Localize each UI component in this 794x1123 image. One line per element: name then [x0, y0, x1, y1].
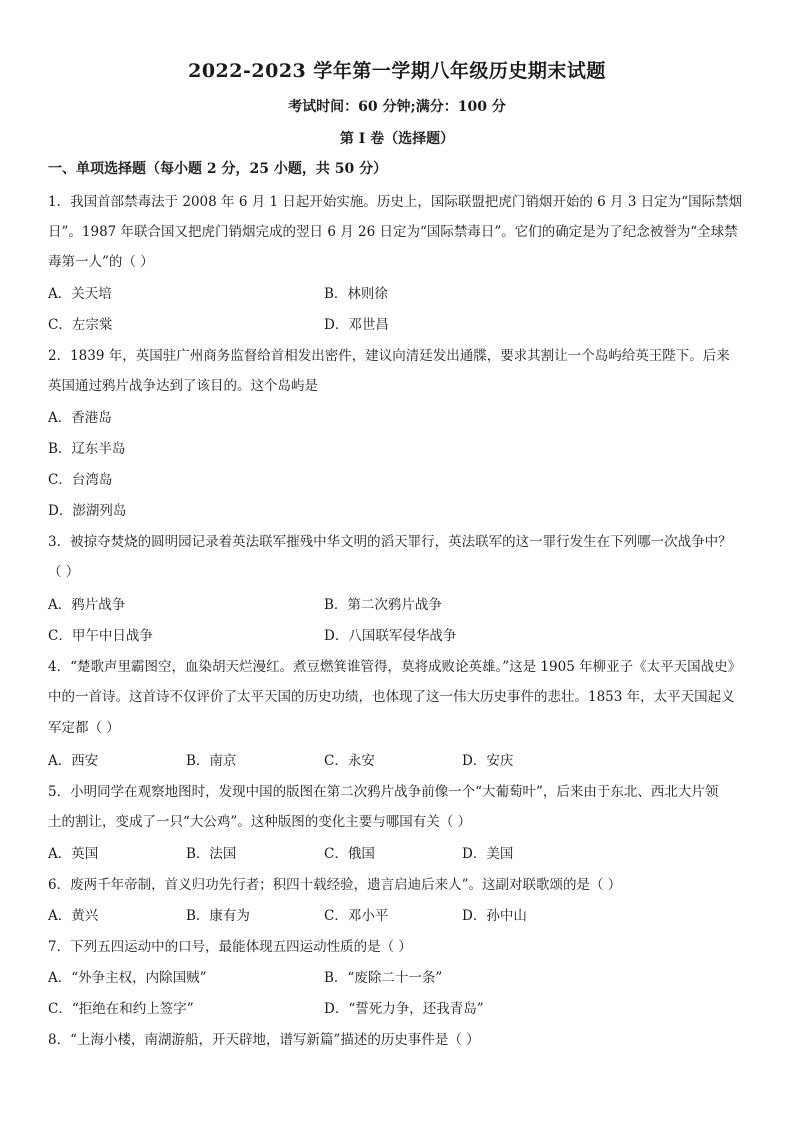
- question-2-line-2: 英国通过鸦片战争达到了该目的。这个岛屿是: [48, 378, 318, 394]
- question-4-option-b[interactable]: B．南京: [186, 753, 237, 769]
- question-1-option-b[interactable]: B．林则徐: [324, 286, 388, 302]
- question-6-option-d[interactable]: D．孙中山: [462, 908, 527, 924]
- question-1-line-2: 日”。1987 年联合国又把虎门销烟完成的翌日 6 月 26 日定为“国际禁毒日”。它们的确定是为了纪念被誉为“全球禁: [48, 224, 738, 240]
- question-7-option-b[interactable]: B．“废除二十一条”: [324, 970, 443, 986]
- question-1-option-c[interactable]: C．左宗棠: [48, 317, 113, 333]
- question-4-line-1: 4．“楚歌声里霸图空，血染胡天烂漫红。煮豆燃箕谁管得，莫将成败论英雄。”这是 1905 年柳亚子《太平天国战史》: [48, 659, 742, 675]
- question-6-option-a[interactable]: A．黄兴: [48, 908, 99, 924]
- question-2-option-c[interactable]: C．台湾岛: [48, 472, 113, 488]
- question-2-line-1: 2．1839 年，英国驻广州商务监督给首相发出密件，建议向清廷发出通牒，要求其割让一个岛屿给英王陛下。后来: [48, 348, 730, 364]
- part-heading: 第 I 卷（选择题）: [339, 131, 455, 147]
- question-7-option-a[interactable]: A．“外争主权，内除国贼”: [48, 970, 207, 986]
- question-4-option-d[interactable]: D．安庆: [462, 753, 514, 769]
- question-4-option-c[interactable]: C．永安: [324, 753, 375, 769]
- question-4-line-2: 中的一首诗。这首诗不仅评价了太平天国的历史功绩，也体现了这一伟大历史事件的悲壮。1853 年，太平天国起义: [48, 689, 735, 705]
- question-5-option-b[interactable]: B．法国: [186, 846, 237, 862]
- question-3-option-b[interactable]: B．第二次鸦片战争: [324, 597, 442, 613]
- question-3-option-d[interactable]: D．八国联军侵华战争: [324, 628, 457, 644]
- question-4-line-3: 军定都（ ）: [48, 720, 120, 736]
- question-6-option-b[interactable]: B．康有为: [186, 908, 250, 924]
- section-heading: 一、单项选择题（每小题 2 分，25 小题，共 50 分）: [48, 161, 388, 177]
- question-5-line-1: 5．小明同学在观察地图时，发现中国的版图在第二次鸦片战争前像一个“大葡萄叶”，后来由于东北、西北大片领: [48, 784, 719, 800]
- question-7-line-1: 7．下列五四运动中的口号，最能体现五四运动性质的是（ ）: [48, 939, 412, 955]
- question-7-option-d[interactable]: D．“誓死力争，还我青岛”: [324, 1001, 484, 1017]
- question-3-option-c[interactable]: C．甲午中日战争: [48, 628, 153, 644]
- question-5-option-a[interactable]: A．英国: [48, 846, 99, 862]
- question-1-line-3: 毒第一人”的（ ）: [48, 254, 154, 270]
- question-5-line-2: 土的割让，变成了一只“大公鸡”。这种版图的变化主要与哪国有关（ ）: [48, 814, 472, 830]
- question-3-option-a[interactable]: A．鸦片战争: [48, 597, 126, 613]
- question-1-option-a[interactable]: A．关天培: [48, 286, 112, 302]
- question-6-option-c[interactable]: C．邓小平: [324, 908, 389, 924]
- question-3-line-2: （ ）: [48, 564, 80, 580]
- question-2-option-d[interactable]: D．澎湖列岛: [48, 503, 127, 519]
- question-4-option-a[interactable]: A．西安: [48, 753, 99, 769]
- exam-title: 2022-2023 学年第一学期八年级历史期末试题: [188, 60, 606, 82]
- question-1-option-d[interactable]: D．邓世昌: [324, 317, 389, 333]
- exam-subtitle: 考试时间：60 分钟;满分：100 分: [288, 99, 506, 115]
- question-3-line-1: 3．被掠夺焚烧的圆明园记录着英法联军摧残中华文明的滔天罪行，英法联军的这一罪行发生在下列哪一次战争中？: [48, 534, 732, 550]
- question-1-line-1: 1．我国首部禁毒法于 2008 年 6 月 1 日起开始实施。历史上，国际联盟把虎门销烟开始的 6 月 3 日定为“国际禁烟: [48, 194, 743, 210]
- question-5-option-c[interactable]: C．俄国: [324, 846, 375, 862]
- question-6-line-1: 6．废两千年帝制，首义归功先行者；积四十载经验，遗言启迪后来人”。这副对联歌颂的是（ ）: [48, 877, 622, 893]
- question-7-option-c[interactable]: C．“拒绝在和约上签字”: [48, 1001, 194, 1017]
- question-2-option-a[interactable]: A．香港岛: [48, 410, 112, 426]
- question-8-line-1: 8．“上海小楼，南湖游船，开天辟地，谱写新篇”描述的历史事件是（ ）: [48, 1032, 480, 1048]
- question-2-option-b[interactable]: B．辽东半岛: [48, 441, 126, 457]
- question-5-option-d[interactable]: D．美国: [462, 846, 514, 862]
